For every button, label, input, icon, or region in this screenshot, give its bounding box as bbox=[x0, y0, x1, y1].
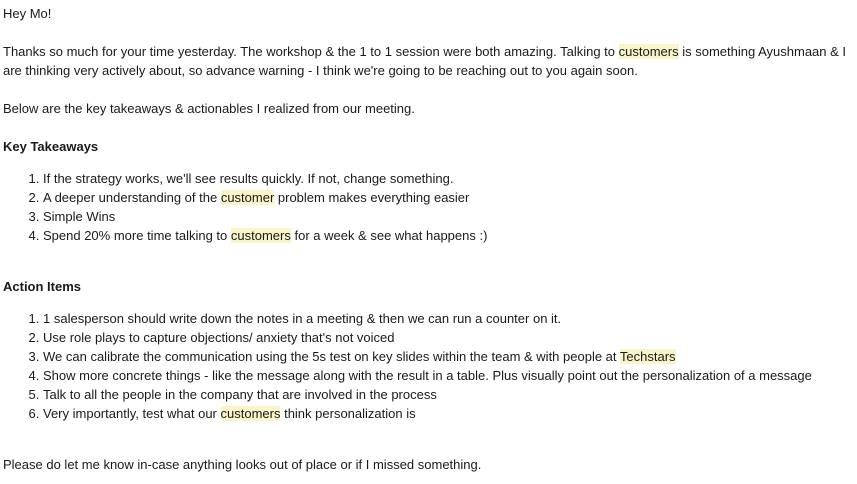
list-item-text: We can calibrate the communication using the 5s test on key slides within the team & with people at bbox=[43, 349, 620, 364]
section-heading-takeaways: Key Takeaways bbox=[3, 139, 99, 154]
list-item-text: Very importantly, test what our bbox=[43, 406, 221, 421]
list-item: 1. If the strategy works, we'll see results quickly. If not, change something. bbox=[43, 169, 853, 188]
section-heading-actions: Action Items bbox=[3, 279, 82, 294]
list-item: 5. Talk to all the people in the company that are involved in the process bbox=[43, 385, 853, 404]
list-item-text: Spend 20% more time talking to bbox=[43, 228, 231, 243]
takeaways-list bbox=[3, 169, 853, 245]
list-item: 2. Use role plays to capture objections/ anxiety that's not voiced bbox=[43, 328, 853, 347]
list-item: 3. Simple Wins bbox=[43, 207, 853, 226]
actions-list bbox=[3, 309, 853, 423]
intro-paragraph bbox=[3, 42, 853, 80]
highlighted-term: customers bbox=[618, 44, 679, 59]
summary-paragraph: Below are the key takeaways & actionables I realized from our meeting. bbox=[3, 101, 415, 116]
list-item bbox=[43, 188, 853, 207]
list-item bbox=[43, 226, 853, 245]
list-item-text: problem makes everything easier bbox=[274, 190, 470, 205]
list-item: 1. 1 salesperson should write down the notes in a meeting & then we can run a counter on it. bbox=[43, 309, 853, 328]
closing-paragraph: Please do let me know in-case anything looks out of place or if I missed something. bbox=[3, 457, 482, 472]
list-item bbox=[43, 347, 853, 366]
highlighted-term: customer bbox=[220, 190, 275, 205]
list-item: 4. Show more concrete things - like the message along with the result in a table. Plus visually point out the personalization of a message bbox=[43, 366, 853, 385]
intro-text-2: is something Ayushmaan & I are thinking very actively about, so advance warning - I think we're going to be reaching out to you again soon. bbox=[3, 44, 847, 78]
highlighted-term: customers bbox=[220, 406, 281, 421]
list-item-text: A deeper understanding of the bbox=[43, 190, 221, 205]
intro-text-1: Thanks so much for your time yesterday. The workshop & the 1 to 1 session were both amazing. Talking to bbox=[3, 44, 619, 59]
highlighted-term: customers bbox=[230, 228, 291, 243]
greeting: Hey Mo! bbox=[3, 6, 52, 21]
highlighted-term: Techstars bbox=[619, 349, 676, 364]
list-item-text: think personalization is bbox=[280, 406, 416, 421]
email-body bbox=[3, 4, 853, 474]
list-item bbox=[43, 404, 853, 423]
list-item-text: for a week & see what happens :) bbox=[290, 228, 488, 243]
